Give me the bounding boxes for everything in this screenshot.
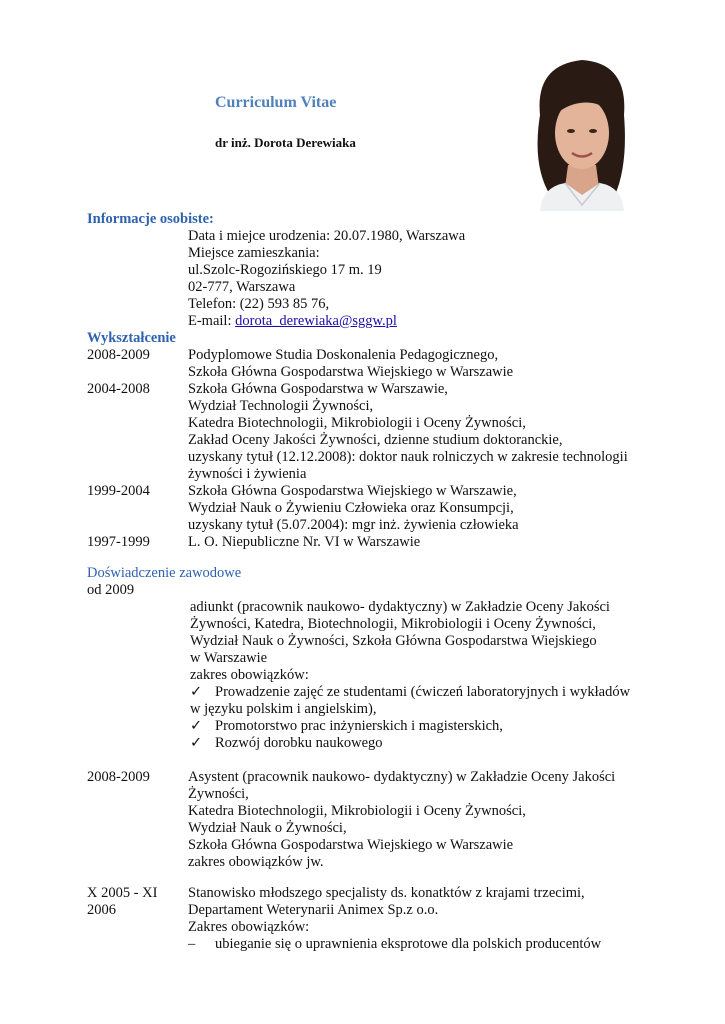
job-line: Żywności, (188, 786, 249, 802)
duty-item: Promotorstwo prac inżynierskich i magisterskich, (215, 718, 503, 734)
job-line: Szkoła Główna Gospodarstwa Wiejskiego w Warszawie (188, 837, 514, 853)
job-line: Wydział Nauk o Żywności, (188, 820, 347, 836)
edu-line: Zakład Oceny Jakości Żywności, dzienne studium doktoranckie, (188, 432, 563, 448)
job-years: od 2009 (87, 582, 135, 598)
edu-line: Szkoła Główna Gospodarstwa Wiejskiego w Warszawie, (188, 483, 517, 499)
edu-line: Podyplomowe Studia Doskonalenia Pedagogicznego, (188, 347, 499, 363)
edu-line: L. O. Niepubliczne Nr. VI w Warszawie (188, 534, 421, 550)
duty-item: ubieganie się o uprawnienia eksprotowe dla polskich producentów (215, 936, 602, 952)
edu-line: Szkoła Główna Gospodarstwa w Warszawie, (188, 381, 448, 397)
job-line: Wydział Nauk o Żywności, Szkoła Główna Gospodarstwa Wiejskiego (190, 633, 597, 649)
portrait-photo (520, 55, 642, 211)
section-heading-education: Wykształcenie (87, 330, 176, 346)
edu-years: 1999-2004 (87, 483, 150, 499)
person-name: dr inż. Dorota Derewiaka (215, 135, 356, 150)
job-line: w Warszawie (190, 650, 268, 666)
edu-line: Katedra Biotechnologii, Mikrobiologii i Oceny Żywności, (188, 415, 526, 431)
edu-years: 2004-2008 (87, 381, 150, 397)
checkmark-icon: ✓ (190, 735, 203, 751)
edu-line: Wydział Nauk o Żywieniu Człowieka oraz Konsumpcji, (188, 500, 514, 516)
checkmark-icon: ✓ (190, 718, 203, 734)
edu-years: 2008-2009 (87, 347, 150, 363)
edu-line: żywności i żywienia (188, 466, 307, 482)
checkmark-icon: ✓ (190, 684, 203, 700)
job-years: X 2005 - XI (87, 885, 158, 901)
duty-item: Rozwój dorobku naukowego (215, 735, 383, 751)
edu-line: uzyskany tytuł (12.12.2008): doktor nauk rolniczych w zakresie technologii (188, 449, 628, 465)
birth-info: Data i miejce urodzenia: 20.07.1980, Warszawa (188, 228, 466, 244)
job-line: zakres obowiązków: (190, 667, 309, 683)
job-line: Stanowisko młodszego specjalisty ds. konatktów z krajami trzecimi, (188, 885, 585, 901)
page-title: Curriculum Vitae (215, 94, 337, 111)
dash-bullet: – (188, 936, 196, 952)
email-row (188, 313, 397, 330)
job-line: Asystent (pracownik naukowo- dydaktyczny) w Zakładzie Oceny Jakości (188, 769, 616, 785)
edu-line: Wydział Technologii Żywności, (188, 398, 374, 414)
edu-line: Szkoła Główna Gospodarstwa Wiejskiego w Warszawie (188, 364, 514, 380)
address-street: ul.Szolc-Rogozińskiego 17 m. 19 (188, 262, 382, 278)
job-line: Departament Weterynarii Animex Sp.z o.o. (188, 902, 439, 918)
residence-label: Miejsce zamieszkania: (188, 245, 320, 261)
edu-line: uzyskany tytuł (5.07.2004): mgr inż. żywienia człowieka (188, 517, 519, 533)
phone: Telefon: (22) 593 85 76, (188, 296, 330, 312)
job-line: Żywności, Katedra, Biotechnologii, Mikrobiologii i Oceny Żywności, (190, 616, 596, 632)
email-link[interactable]: dorota_derewiaka@sggw.pl (235, 313, 397, 329)
job-line: Katedra Biotechnologii, Mikrobiologii i Oceny Żywności, (188, 803, 526, 819)
job-years-cont: 2006 (87, 902, 116, 918)
section-heading-experience: Doświadczenie zawodowe (87, 565, 242, 581)
job-line: adiunkt (pracownik naukowo- dydaktyczny) w Zakładzie Oceny Jakości (190, 599, 610, 615)
section-heading-personal: Informacje osobiste: (87, 211, 214, 227)
job-years: 2008-2009 (87, 769, 150, 785)
edu-years: 1997-1999 (87, 534, 150, 550)
job-line: zakres obowiązków jw. (188, 854, 324, 870)
address-city: 02-777, Warszawa (188, 279, 296, 295)
duty-item-cont: w języku polskim i angielskim), (190, 701, 377, 717)
email-label: E-mail: (188, 313, 236, 329)
job-line: Zakres obowiązków: (188, 919, 310, 935)
duty-item: Prowadzenie zajęć ze studentami (ćwiczeń laboratoryjnych i wykładów (215, 684, 631, 700)
